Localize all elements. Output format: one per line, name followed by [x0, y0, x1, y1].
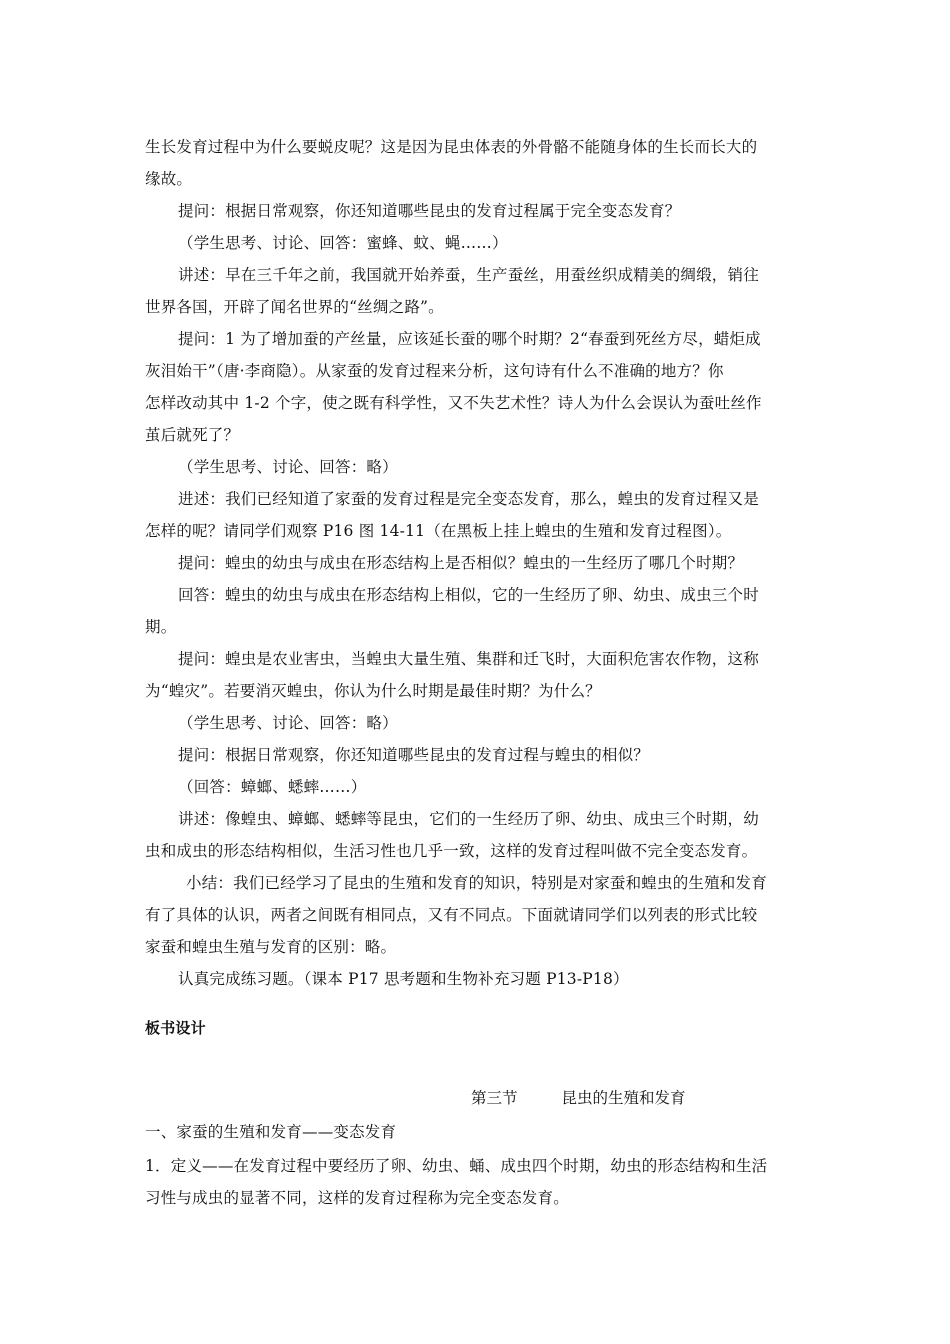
- paragraph-line: 小结：我们已经学习了昆虫的生殖和发育的知识，特别是对家蚕和蝗虫的生殖和发育: [186, 874, 767, 892]
- paragraph-line: 世界各国，开辟了闻名世界的“丝绸之路”。: [145, 298, 444, 316]
- paragraph-line: 提问：根据日常观察，你还知道哪些昆虫的发育过程属于完全变态发育？: [178, 202, 681, 220]
- paragraph-line: 茧后就死了？: [145, 426, 240, 444]
- paragraph-line: 提问：根据日常观察，你还知道哪些昆虫的发育过程与蝗虫的相似？: [178, 746, 650, 764]
- paragraph-line: 提问：蝗虫的幼虫与成虫在形态结构上是否相似？蝗虫的一生经历了哪几个时期？: [178, 554, 744, 572]
- paragraph-line: 期。: [145, 618, 177, 636]
- section-name: 昆虫的生殖和发育: [561, 1089, 686, 1107]
- paragraph-line: 怎样的呢？请同学们观察 P16 图 14-11（在黑板上挂上蝗虫的生殖和发育过程图）。: [145, 522, 732, 540]
- paragraph-line: 家蚕和蝗虫生殖与发育的区别：略。: [145, 938, 397, 956]
- paragraph-line: 回答：蝗虫的幼虫与成虫在形态结构上相似，它的一生经历了卵、幼虫、成虫三个时: [178, 586, 759, 604]
- paragraph-line: 缘故。: [145, 170, 193, 188]
- outline-line: 一、家蚕的生殖和发育——变态发育: [145, 1123, 397, 1141]
- section-title: [471, 1088, 686, 1108]
- paragraph-line: 灰泪始干”（唐·李商隐）。从家蚕的发育过程来分析，这句诗有什么不准确的地方？你: [145, 362, 724, 380]
- paragraph-line: 认真完成练习题。（课本 P17 思考题和生物补充习题 P13-P18）: [178, 970, 629, 988]
- paragraph-line: 虫和成虫的形态结构相似，生活习性也几乎一致，这样的发育过程叫做不完全变态发育。: [145, 842, 758, 860]
- paragraph-line: （学生思考、讨论、回答：略）: [178, 714, 398, 732]
- paragraph-line: 提问：蝗虫是农业害虫，当蝗虫大量生殖、集群和迁飞时，大面积危害农作物，这称: [178, 650, 759, 668]
- paragraph-line: 有了具体的认识，两者之间既有相同点，又有不同点。下面就请同学们以列表的形式比较: [145, 906, 758, 924]
- paragraph-line: 生长发育过程中为什么要蜕皮呢？这是因为昆虫体表的外骨骼不能随身体的生长而长大的: [145, 138, 758, 156]
- paragraph-line: （学生思考、讨论、回答：略）: [178, 458, 398, 476]
- section-number: 第三节: [471, 1089, 518, 1107]
- outline-line: 1．定义——在发育过程中要经历了卵、幼虫、蛹、成虫四个时期，幼虫的形态结构和生活: [145, 1157, 768, 1175]
- outline-line: 习性与成虫的显著不同，这样的发育过程称为完全变态发育。: [145, 1189, 569, 1207]
- paragraph-line: 讲述：早在三千年之前，我国就开始养蚕，生产蚕丝，用蚕丝织成精美的绸缎，销往: [178, 266, 759, 284]
- paragraph-line: 进述：我们已经知道了家蚕的发育过程是完全变态发育，那么，蝗虫的发育过程又是: [178, 490, 759, 508]
- paragraph-line: 讲述：像蝗虫、蟑螂、蟋蟀等昆虫，它们的一生经历了卵、幼虫、成虫三个时期，幼: [178, 810, 759, 828]
- paragraph-line: （回答：蟑螂、蟋蟀……）: [178, 778, 367, 796]
- paragraph-line: 为“蝗灾”。若要消灭蝗虫，你认为什么时期是最佳时期？为什么？: [145, 682, 601, 700]
- paragraph-line: 怎样改动其中 1-2 个字，使之既有科学性，又不失艺术性？诗人为什么会误认为蚕吐丝作: [145, 394, 762, 412]
- board-design-heading: 板书设计: [145, 1019, 206, 1037]
- paragraph-line: （学生思考、讨论、回答：蜜蜂、蚊、蝇……）: [178, 234, 508, 252]
- paragraph-line: 提问：1 为了增加蚕的产丝量，应该延长蚕的哪个时期？2“春蚕到死丝方尽，蜡炬成: [178, 330, 761, 348]
